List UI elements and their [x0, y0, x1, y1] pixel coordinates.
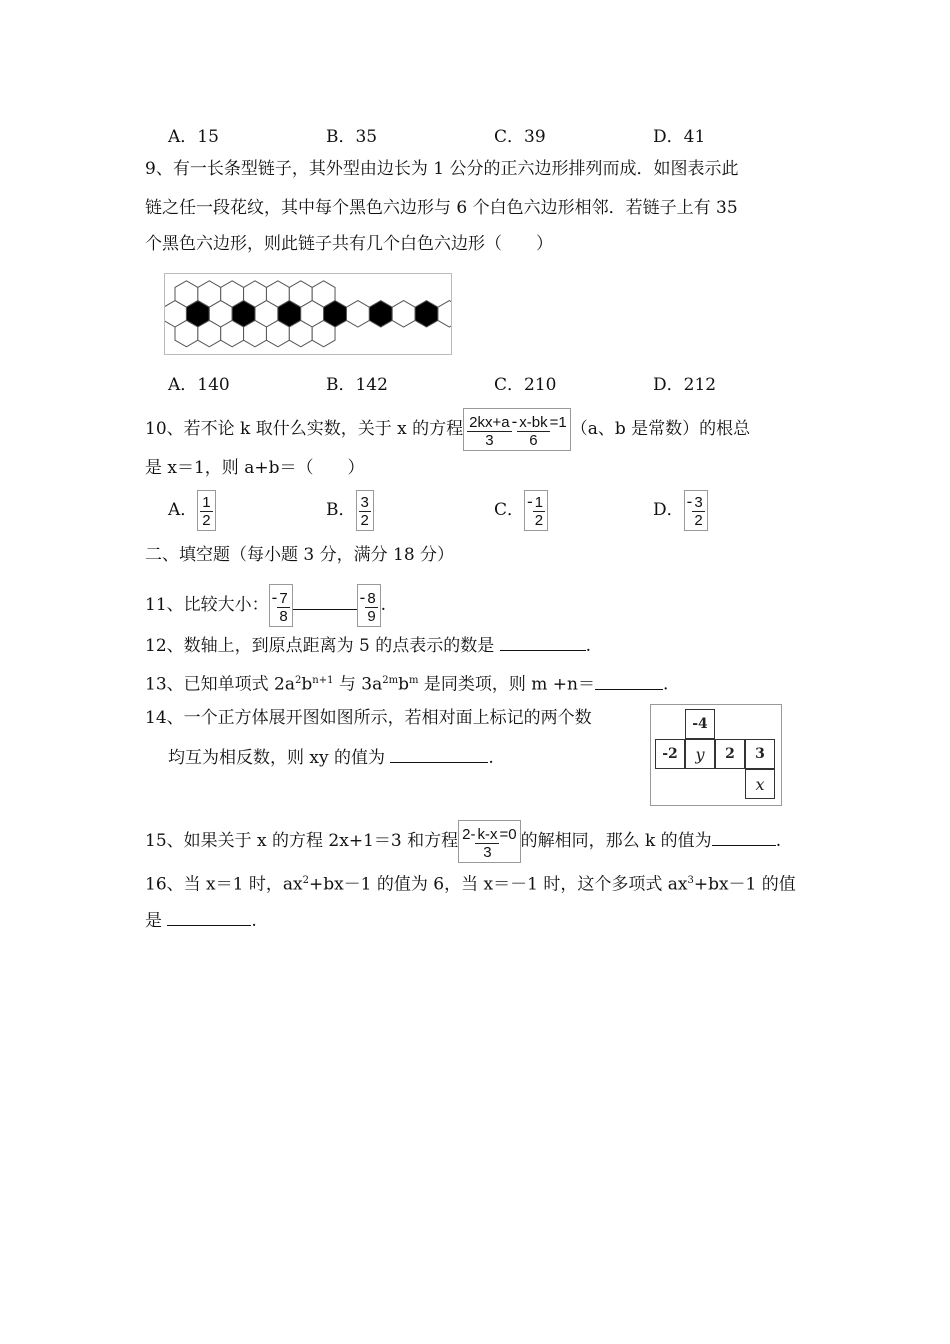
cube-face-three: 3 — [745, 739, 775, 769]
q11-frac1-sign: - — [271, 588, 278, 607]
q10-option-a-num: 1 — [202, 494, 211, 511]
q14-end: . — [488, 748, 494, 768]
q10-line2: 是 x＝1，则 a+b＝（ ） — [145, 458, 365, 478]
q13-part2: b — [301, 674, 313, 695]
q16-end: . — [251, 911, 257, 931]
q11-line — [145, 584, 386, 627]
q8-option-c: C．39 — [494, 127, 546, 147]
cube-face-x: x — [745, 769, 775, 799]
q8-option-b: B．35 — [326, 127, 378, 147]
cube-face-top: -4 — [685, 709, 715, 739]
q11-frac1-num: 7 — [279, 590, 288, 607]
q10-option-d — [653, 490, 708, 531]
q11-answer-blank[interactable] — [293, 591, 357, 610]
q14-answer-blank[interactable] — [390, 744, 488, 763]
q10-frac1-den: 3 — [485, 432, 494, 449]
cube-net-figure — [650, 704, 782, 806]
q10-option-a — [168, 490, 216, 531]
q16-part2: +bx－1 的值为 6，当 x＝－1 时，这个多项式 ax — [308, 874, 688, 895]
q15-answer-blank[interactable] — [712, 827, 776, 846]
q11-frac2 — [357, 584, 381, 627]
q16-sup2: 3 — [687, 875, 694, 886]
q15-frac-num: k-x — [477, 826, 498, 843]
q8-option-a: A．15 — [168, 127, 219, 147]
q13-sup1: 2 — [295, 675, 302, 686]
q15-prefix: 15、如果关于 x 的方程 2x+1＝3 和方程 — [145, 831, 459, 851]
q10-option-b-label: B． — [326, 500, 356, 520]
q10-minus: - — [511, 412, 518, 431]
q10-frac2-num: x-bk — [519, 414, 548, 431]
q12-end: . — [585, 636, 592, 656]
q16-line1 — [145, 869, 796, 897]
q10-option-c-num: 1 — [534, 494, 544, 511]
white-hexagon — [346, 301, 369, 327]
q10-option-b-frac — [356, 490, 374, 531]
cube-face-left: -2 — [655, 739, 685, 769]
q15-eq-rhs: =0 — [499, 826, 517, 843]
hexagon-chain-svg — [165, 274, 451, 354]
q10-option-c-sign: - — [527, 492, 533, 511]
cube-face-y: y — [685, 739, 715, 769]
q10-option-c-label: C． — [494, 500, 525, 520]
q10-option-a-label: A． — [168, 500, 198, 520]
q13-sup2: n+1 — [312, 675, 334, 686]
q11-frac1-den: 8 — [279, 608, 288, 625]
q11-frac1 — [269, 584, 293, 627]
q10-option-a-den: 2 — [202, 512, 211, 529]
q14-line1: 14、一个正方体展开图如图所示，若相对面上标记的两个数 — [145, 708, 592, 728]
cube-face-two: 2 — [715, 739, 745, 769]
q14-line2 — [168, 744, 494, 770]
q13-part4: b — [398, 674, 409, 695]
q10-option-d-sign: - — [686, 492, 693, 511]
q15-line — [145, 820, 781, 863]
q10-option-b-num: 3 — [360, 494, 369, 511]
q13-part1: 13、已知单项式 2a — [145, 674, 295, 695]
q15-suffix: 的解相同，那么 k 的值为 — [520, 831, 712, 851]
q9-text-line1: 9、有一长条型链子，其外型由边长为 1 公分的正六边形排列而成．如图表示此 — [145, 159, 739, 179]
black-hexagon — [369, 301, 392, 327]
q10-option-c-frac — [524, 490, 548, 531]
q10-frac1-num: 2kx+a — [469, 414, 510, 431]
q11-frac2-sign: - — [359, 588, 366, 607]
q10-option-d-frac — [684, 490, 708, 531]
q10-option-b — [326, 490, 374, 531]
q10-rhs: =1 — [549, 414, 567, 431]
q11-end: . — [380, 595, 387, 615]
q10-option-d-num: 3 — [694, 494, 703, 511]
q11-prefix: 11、比较大小： — [145, 595, 269, 615]
q11-frac2-num: 8 — [367, 590, 376, 607]
section-2-heading: 二、填空题（每小题 3 分，满分 18 分） — [145, 545, 455, 565]
q15-equation — [458, 820, 520, 863]
q10-option-c-den: 2 — [534, 512, 544, 529]
q12-answer-blank[interactable] — [500, 632, 586, 651]
q16-line2 — [145, 907, 257, 933]
q9-option-a: A．140 — [168, 375, 230, 395]
q10-option-b-den: 2 — [360, 512, 369, 529]
q13-answer-blank[interactable] — [595, 671, 663, 690]
q15-frac-den: 3 — [483, 844, 492, 861]
q10-option-c — [494, 490, 548, 531]
q14-line2-text: 均互为相反数，则 xy 的值为 — [168, 748, 391, 768]
q10-line1 — [145, 408, 750, 451]
q9-text-line3: 个黑色六边形，则此链子共有几个白色六边形（ ） — [145, 234, 553, 254]
q10-frac2-den: 6 — [529, 432, 538, 449]
q9-option-d: D．212 — [653, 375, 717, 395]
white-hexagon — [392, 301, 415, 327]
q8-option-d: D．41 — [653, 127, 706, 147]
q15-end: . — [775, 831, 782, 851]
q10-frac2 — [517, 414, 549, 449]
q13-end: . — [662, 674, 669, 695]
q10-option-d-den: 2 — [694, 512, 703, 529]
white-hexagon — [438, 301, 451, 327]
q12-line — [145, 632, 591, 658]
q16-answer-blank[interactable] — [167, 907, 251, 926]
q10-equation — [463, 408, 571, 451]
q10-option-a-frac — [197, 490, 215, 531]
q9-option-c: C．210 — [494, 375, 557, 395]
q16-sup1: 2 — [302, 875, 309, 886]
hexagon-chain-figure — [164, 273, 452, 355]
q9-text-line2: 链之任一段花纹，其中每个黑色六边形与 6 个白色六边形相邻．若链子上有 35 — [145, 198, 738, 218]
q13-sup4: m — [408, 675, 419, 686]
q9-option-b: B．142 — [326, 375, 388, 395]
q12-text: 12、数轴上，到原点距离为 5 的点表示的数是 — [145, 636, 500, 656]
q16-part3: +bx－1 的值 — [693, 874, 796, 895]
q10-prefix: 10、若不论 k 取什么实数，关于 x 的方程 — [145, 419, 464, 439]
q10-frac1 — [467, 414, 511, 449]
q15-eq-lead: 2- — [462, 826, 476, 843]
q13-part3: 与 3a — [333, 674, 383, 695]
q16-line2-text: 是 — [145, 911, 168, 931]
q13-part5: 是同类项，则 m +n＝ — [418, 674, 595, 695]
q13-sup3: 2m — [382, 675, 399, 686]
q16-part1: 16、当 x＝1 时，ax — [145, 874, 303, 895]
q11-frac2-den: 9 — [367, 608, 376, 625]
q10-option-d-label: D． — [653, 500, 684, 520]
black-hexagon — [415, 301, 438, 327]
q13-line — [145, 669, 668, 697]
q10-suffix: （a、b 是常数）的根总 — [570, 419, 751, 439]
